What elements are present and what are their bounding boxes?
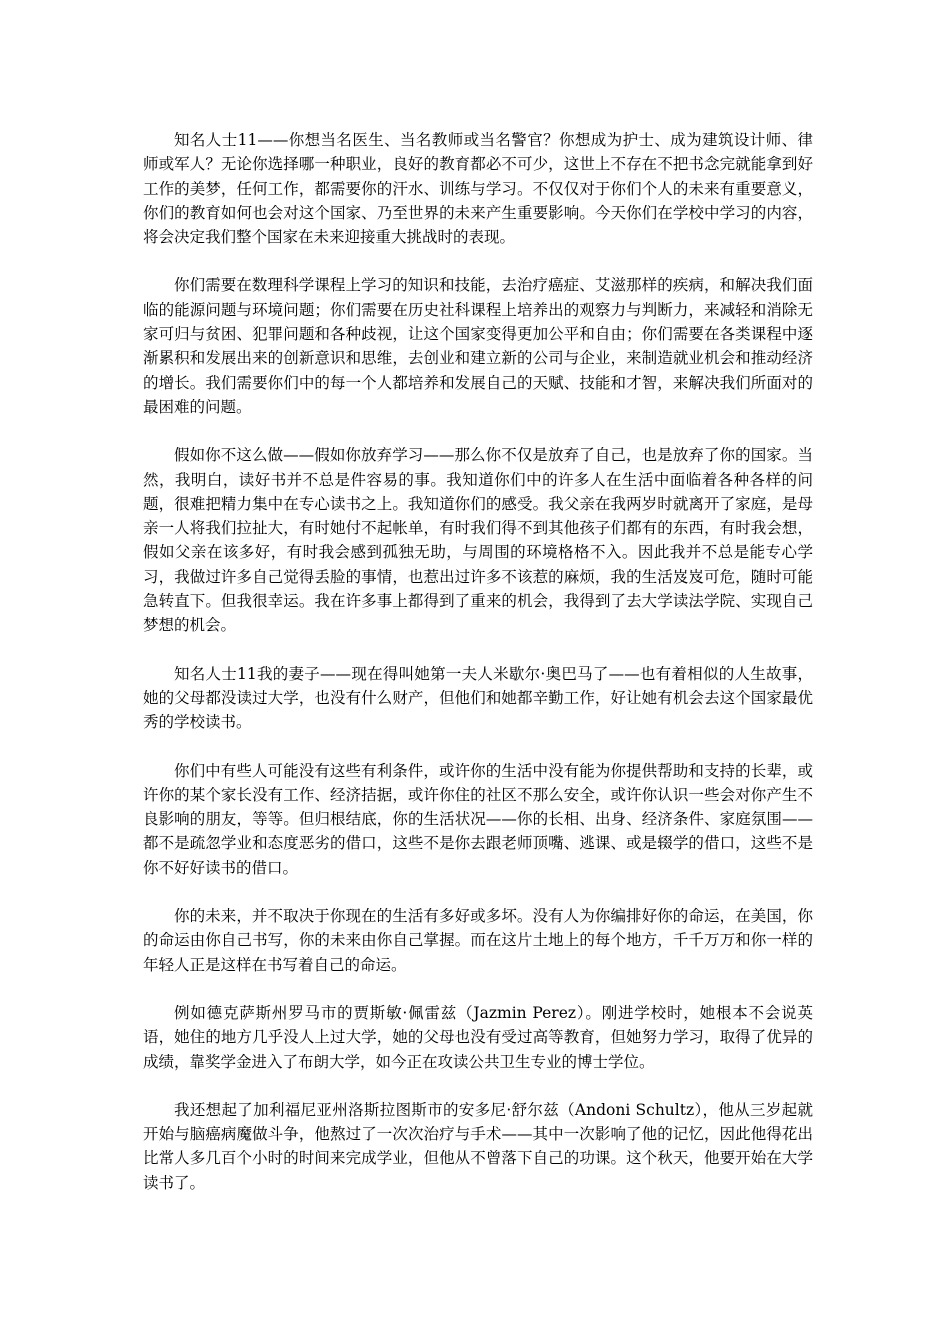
paragraph-7: 例如德克萨斯州罗马市的贾斯敏·佩雷兹（Jazmin Perez）。刚进学校时，她根本不会说英语，她住的地方几乎没人上过大学，她的父母也没有受过高等教育，但她努力学习，取得了优异的成绩，靠奖学金进入了布朗大学，如今正在攻读公共卫生专业的博士学位。 <box>143 1003 813 1071</box>
document-body <box>143 128 813 1219</box>
paragraph-3: 假如你不这么做——假如你放弃学习——那么你不仅是放弃了自己，也是放弃了你的国家。当然，我明白，读好书并不总是件容易的事。我知道你们中的许多人在生活中面临着各种各样的问题，很难把精力集中在专心读书之上。我知道你们的感受。我父亲在我两岁时就离开了家庭，是母亲一人将我们拉扯大，有时她付不起帐单，有时我们得不到其他孩子们都有的东西，有时我会想，假如父亲在该多好，有时我会感到孤独无助，与周围的环境格格不入。因此我并不总是能专心学习，我做过许多自己觉得丢脸的事情，也惹出过许多不该惹的麻烦，我的生活岌岌可危，随时可能急转直下。但我很幸运。我在许多事上都得到了重来的机会，我得到了去大学读法学院、实现自己梦想的机会。 <box>143 446 813 635</box>
paragraph-6: 你的未来，并不取决于你现在的生活有多好或多坏。没有人为你编排好你的命运，在美国，你的命运由你自己书写，你的未来由你自己掌握。而在这片土地上的每个地方，千千万万和你一样的年轻人正是这样在书写着自己的命运。 <box>143 907 813 974</box>
paragraph-4: 知名人士11我的妻子——现在得叫她第一夫人米歇尔·奥巴马了——也有着相似的人生故事，她的父母都没读过大学，也没有什么财产，但他们和她都辛勤工作，好让她有机会去这个国家最优秀的学校读书。 <box>143 664 813 732</box>
paragraph-5: 你们中有些人可能没有这些有利条件，或许你的生活中没有能为你提供帮助和支持的长辈，或许你的某个家长没有工作、经济拮据，或许你住的社区不那么安全，或许你认识一些会对你产生不良影响的朋友，等等。但归根结底，你的生活状况——你的长相、出身、经济条件、家庭氛围——都不是疏忽学业和态度恶劣的借口，这些不是你去跟老师顶嘴、逃课、或是辍学的借口，这些不是你不好好读书的借口。 <box>143 761 813 877</box>
paragraph-8: 我还想起了加利福尼亚州洛斯拉图斯市的安多尼·舒尔兹（Andoni Schultz），他从三岁起就开始与脑癌病魔做斗争，他熬过了一次次治疗与手术——其中一次影响了他的记忆，因此他得花出比常人多几百个小时的时间来完成学业，但他从不曾落下自己的功课。这个秋天，他要开始在大学读书了。 <box>143 1100 813 1192</box>
paragraph-2: 你们需要在数理科学课程上学习的知识和技能，去治疗癌症、艾滋那样的疾病，和解决我们面临的能源问题与环境问题；你们需要在历史社科课程上培养出的观察力与判断力，来减轻和消除无家可归与贫困、犯罪问题和各种歧视，让这个国家变得更加公平和自由；你们需要在各类课程中逐渐累积和发展出来的创新意识和思维，去创业和建立新的公司与企业，来制造就业机会和推动经济的增长。我们需要你们中的每一个人都培养和发展自己的天赋、技能和才智，来解决我们所面对的最困难的问题。 <box>143 276 813 416</box>
paragraph-1: 知名人士11——你想当名医生、当名教师或当名警官？你想成为护士、成为建筑设计师、律师或军人？无论你选择哪一种职业，良好的教育都必不可少，这世上不存在不把书念完就能拿到好工作的美梦，任何工作，都需要你的汗水、训练与学习。不仅仅对于你们个人的未来有重要意义，你们的教育如何也会对这个国家、乃至世界的未来产生重要影响。今天你们在学校中学习的内容，将会决定我们整个国家在未来迎接重大挑战时的表现。 <box>143 131 813 247</box>
